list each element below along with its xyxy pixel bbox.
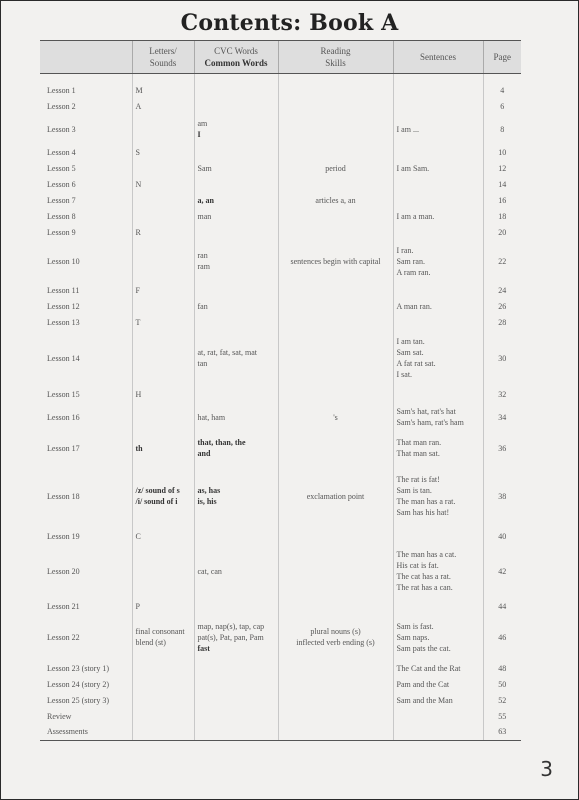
skills-cell — [278, 708, 393, 724]
sentences-cell-line: The man has a cat. — [396, 550, 457, 559]
page-cell: 26 — [483, 298, 521, 314]
letters-cell — [132, 528, 194, 544]
sentences-cell-line: A man ran. — [396, 301, 432, 311]
letters-cell — [132, 692, 194, 708]
page-cell: 14 — [483, 176, 521, 192]
cvc-cell — [194, 432, 278, 464]
page-cell: 6 — [483, 98, 521, 114]
skills-cell — [278, 676, 393, 692]
cvc-cell — [194, 160, 278, 176]
cvc-cell-line: tan — [197, 359, 208, 368]
letters-cell — [132, 208, 194, 224]
table-row — [40, 176, 521, 192]
skills-cell — [278, 176, 393, 192]
cvc-cell — [194, 614, 278, 660]
sentences-cell-line: The cat has a rat. — [396, 572, 451, 581]
skills-cell-line: exclamation point — [306, 491, 365, 501]
cvc-cell — [194, 298, 278, 314]
sentences-cell-line: I am tan. — [396, 337, 425, 346]
letters-cell — [132, 544, 194, 598]
skills-cell — [278, 314, 393, 330]
sentences-cell-line: Sam and the Man — [396, 695, 453, 705]
sentences-cell — [393, 176, 483, 192]
sentences-cell-line: The Cat and the Rat — [396, 663, 461, 673]
cvc-cell — [194, 240, 278, 282]
sentences-cell-line: Sam is fast. — [396, 621, 434, 631]
lesson-cell: Lesson 7 — [47, 195, 76, 205]
page-title: Contents: Book A — [180, 10, 399, 36]
table-row — [40, 144, 521, 160]
letters-cell — [132, 192, 194, 208]
page-cell: 22 — [483, 240, 521, 282]
sentences-cell — [393, 724, 483, 740]
sentences-cell — [393, 676, 483, 692]
cvc-cell — [194, 282, 278, 298]
letters-cell — [132, 724, 194, 740]
lesson-cell: Lesson 22 — [47, 632, 80, 642]
skills-cell-line: sentences begin with capital — [290, 256, 381, 266]
skills-cell-line: 's — [333, 412, 338, 422]
sentences-cell — [393, 386, 483, 402]
page-cell: 44 — [483, 598, 521, 614]
table-row — [40, 282, 521, 298]
sentences-cell — [393, 402, 483, 432]
page-cell: 24 — [483, 282, 521, 298]
lesson-cell: Lesson 11 — [47, 285, 80, 295]
letters-cell-line: F — [135, 285, 140, 295]
lesson-cell: Lesson 2 — [47, 101, 76, 111]
letters-cell-line: P — [135, 601, 140, 611]
letters-cell — [132, 676, 194, 692]
table-row — [40, 528, 521, 544]
header-page: Page — [483, 41, 521, 74]
table-row — [40, 224, 521, 240]
table-header-row — [40, 41, 521, 74]
sentences-cell — [393, 160, 483, 176]
cvc-cell-line: cat, can — [197, 566, 222, 576]
header-sentences: Sentences — [393, 41, 483, 74]
skills-cell-line: inflected verb ending (s) — [296, 638, 375, 647]
skills-cell — [278, 660, 393, 676]
lesson-cell: Review — [47, 711, 72, 721]
page-cell: 4 — [483, 82, 521, 98]
lesson-cell: Lesson 8 — [47, 211, 76, 221]
sentences-cell — [393, 98, 483, 114]
table-row — [40, 330, 521, 386]
skills-cell — [278, 114, 393, 144]
skills-cell-line: articles a, an — [315, 195, 356, 205]
cvc-cell-line: pat(s), Pat, pan, Pam — [197, 632, 264, 642]
lesson-cell: Lesson 6 — [47, 179, 76, 189]
cvc-cell-line: fast — [197, 643, 210, 653]
letters-cell — [132, 114, 194, 144]
cvc-cell — [194, 82, 278, 98]
page-cell: 20 — [483, 224, 521, 240]
letters-cell-line: M — [135, 85, 143, 95]
header-reading-line1: Reading — [320, 46, 351, 56]
page-cell: 12 — [483, 160, 521, 176]
lesson-cell: Lesson 9 — [47, 227, 76, 237]
cvc-cell — [194, 724, 278, 740]
sentences-cell-line: A ram ran. — [396, 267, 431, 277]
table-row — [40, 598, 521, 614]
lesson-cell: Lesson 5 — [47, 163, 76, 173]
cvc-cell — [194, 708, 278, 724]
table-row — [40, 544, 521, 598]
header-reading-skills — [278, 41, 393, 74]
letters-cell — [132, 82, 194, 98]
table-row — [40, 240, 521, 282]
cvc-cell-line: map, nap(s), tap, cap — [197, 621, 265, 631]
header-reading-line2: Skills — [325, 58, 346, 68]
spacer-cell — [132, 74, 194, 83]
letters-cell-line: R — [135, 227, 141, 237]
page-cell: 8 — [483, 114, 521, 144]
sentences-cell — [393, 464, 483, 528]
skills-cell — [278, 298, 393, 314]
cvc-cell-line: ram — [197, 262, 210, 271]
skills-cell — [278, 282, 393, 298]
sentences-cell — [393, 330, 483, 386]
table-row — [40, 98, 521, 114]
sentences-cell-line: I am ... — [396, 124, 419, 134]
cvc-cell-line: man — [197, 211, 212, 221]
page-cell: 30 — [483, 330, 521, 386]
contents-body — [40, 74, 521, 741]
skills-cell-line: plural nouns (s) — [310, 627, 361, 636]
cvc-cell-line: fan — [197, 301, 208, 311]
lesson-cell: Lesson 17 — [47, 443, 80, 453]
page-cell: 40 — [483, 528, 521, 544]
cvc-cell-line: Sam — [197, 163, 212, 173]
letters-cell — [132, 330, 194, 386]
skills-cell — [278, 692, 393, 708]
letters-cell-line: C — [135, 531, 141, 541]
lesson-cell: Lesson 24 (story 2) — [47, 679, 109, 689]
cvc-cell-line: a, an — [197, 195, 214, 205]
cvc-cell-line: is, his — [197, 497, 217, 506]
lesson-cell: Lesson 16 — [47, 412, 80, 422]
skills-cell — [278, 144, 393, 160]
sentences-cell-line: A fat rat sat. — [396, 359, 436, 368]
skills-cell — [278, 528, 393, 544]
skills-cell — [278, 98, 393, 114]
lesson-cell: Lesson 19 — [47, 531, 80, 541]
cvc-cell — [194, 386, 278, 402]
letters-cell — [132, 282, 194, 298]
page-cell: 18 — [483, 208, 521, 224]
sentences-cell-line: That man sat. — [396, 449, 440, 458]
sentences-cell-line: Sam's hat, rat's hat — [396, 407, 456, 416]
cvc-cell-line: hat, ham — [197, 412, 226, 422]
letters-cell-line: S — [135, 147, 140, 157]
sentences-cell-line: Sam pats the cat. — [396, 643, 451, 653]
cvc-cell — [194, 330, 278, 386]
letters-cell-line: A — [135, 101, 142, 111]
table-row — [40, 692, 521, 708]
sentences-cell-line: The man has a rat. — [396, 497, 456, 506]
table-row — [40, 208, 521, 224]
cvc-cell — [194, 464, 278, 528]
cvc-cell — [194, 98, 278, 114]
sentences-cell-line: The rat is fat! — [396, 475, 440, 484]
cvc-cell — [194, 692, 278, 708]
lesson-cell: Lesson 4 — [47, 147, 76, 157]
table-row — [40, 314, 521, 330]
lesson-cell: Lesson 25 (story 3) — [47, 695, 109, 705]
table-row — [40, 192, 521, 208]
lesson-cell: Lesson 20 — [47, 566, 80, 576]
sentences-cell-line: I am a man. — [396, 211, 435, 221]
letters-cell-line: /z/ sound of s — [135, 486, 180, 495]
page-cell: 28 — [483, 314, 521, 330]
cvc-cell — [194, 544, 278, 598]
letters-cell — [132, 176, 194, 192]
skills-cell — [278, 82, 393, 98]
table-row — [40, 298, 521, 314]
sentences-cell-line: I ran. — [396, 245, 414, 255]
lesson-cell: Lesson 21 — [47, 601, 80, 611]
table-row — [40, 464, 521, 528]
letters-cell-line: T — [135, 317, 141, 327]
letters-cell-line: N — [135, 179, 142, 189]
skills-cell — [278, 160, 393, 176]
cvc-cell — [194, 660, 278, 676]
sentences-cell-line: That man ran. — [396, 438, 442, 447]
spacer-cell — [194, 74, 278, 83]
page-cell: 36 — [483, 432, 521, 464]
page-cell: 55 — [483, 708, 521, 724]
letters-cell — [132, 224, 194, 240]
sentences-cell — [393, 598, 483, 614]
letters-cell — [132, 402, 194, 432]
letters-cell — [132, 464, 194, 528]
sentences-cell-line: The rat has a can. — [396, 583, 453, 592]
cvc-cell — [194, 114, 278, 144]
header-cvc-line2: Common Words — [204, 58, 268, 68]
page-cell: 42 — [483, 544, 521, 598]
sentences-cell-line: Sam has his hat! — [396, 508, 450, 517]
skills-cell — [278, 598, 393, 614]
cvc-cell-line: am — [197, 119, 208, 128]
sentences-cell — [393, 240, 483, 282]
sentences-cell — [393, 82, 483, 98]
header-cvc-words — [194, 41, 278, 74]
table-row — [40, 676, 521, 692]
table-row — [40, 402, 521, 432]
page-cell: 46 — [483, 614, 521, 660]
letters-cell — [132, 660, 194, 676]
page-cell: 52 — [483, 692, 521, 708]
page-cell: 32 — [483, 386, 521, 402]
letters-cell — [132, 160, 194, 176]
lesson-cell: Lesson 18 — [47, 491, 80, 501]
sentences-cell-line: Sam naps. — [396, 632, 430, 642]
sentences-cell — [393, 660, 483, 676]
sentences-cell — [393, 432, 483, 464]
lesson-cell: Lesson 23 (story 1) — [47, 663, 109, 673]
page-cell: 16 — [483, 192, 521, 208]
spacer-cell — [40, 74, 132, 83]
cvc-cell-line: ran — [197, 251, 208, 260]
sentences-cell — [393, 144, 483, 160]
sentences-cell — [393, 528, 483, 544]
letters-cell — [132, 144, 194, 160]
skills-cell — [278, 192, 393, 208]
letters-cell-line: blend (st) — [135, 638, 166, 647]
spacer-cell — [393, 74, 483, 83]
letters-cell — [132, 614, 194, 660]
cvc-cell — [194, 598, 278, 614]
letters-cell-line: /i/ sound of i — [135, 497, 178, 506]
sentences-cell — [393, 114, 483, 144]
lesson-cell: Lesson 14 — [47, 353, 80, 363]
table-row — [40, 660, 521, 676]
lesson-cell: Lesson 15 — [47, 389, 80, 399]
sentences-cell — [393, 224, 483, 240]
cvc-cell-line: as, has — [197, 486, 221, 495]
header-letters-line2: Sounds — [149, 58, 177, 68]
sentences-cell — [393, 282, 483, 298]
table-row — [40, 432, 521, 464]
sentences-cell-line: I sat. — [396, 370, 413, 379]
skills-cell — [278, 464, 393, 528]
sentences-cell-line: I am Sam. — [396, 163, 430, 173]
table-row — [40, 614, 521, 660]
letters-cell — [132, 298, 194, 314]
cvc-cell — [194, 528, 278, 544]
lesson-cell: Lesson 1 — [47, 85, 76, 95]
skills-cell — [278, 402, 393, 432]
lesson-cell: Lesson 13 — [47, 317, 80, 327]
header-letters-line1: Letters/ — [149, 46, 177, 56]
lesson-cell: Lesson 12 — [47, 301, 80, 311]
letters-cell — [132, 432, 194, 464]
cvc-cell-line: and — [197, 449, 211, 458]
sentences-cell — [393, 614, 483, 660]
sentences-cell — [393, 314, 483, 330]
skills-cell — [278, 224, 393, 240]
lesson-cell: Lesson 3 — [47, 124, 76, 134]
page-cell: 10 — [483, 144, 521, 160]
table-row — [40, 82, 521, 98]
cvc-cell — [194, 224, 278, 240]
letters-cell — [132, 598, 194, 614]
sentences-cell-line: Pam and the Cat — [396, 679, 450, 689]
cvc-cell — [194, 314, 278, 330]
sentences-cell-line: Sam ran. — [396, 256, 425, 266]
sentences-cell — [393, 708, 483, 724]
letters-cell — [132, 98, 194, 114]
sentences-cell-line: Sam's ham, rat's ham — [396, 418, 464, 427]
letters-cell-line: final consonant — [135, 627, 185, 636]
sentences-cell-line: Sam sat. — [396, 348, 424, 357]
table-row — [40, 160, 521, 176]
page-cell: 48 — [483, 660, 521, 676]
skills-cell — [278, 330, 393, 386]
page-cell: 38 — [483, 464, 521, 528]
letters-cell — [132, 240, 194, 282]
cvc-cell-line: I — [197, 130, 201, 139]
contents-table — [40, 40, 521, 741]
sentences-cell — [393, 298, 483, 314]
letters-cell — [132, 314, 194, 330]
skills-cell — [278, 386, 393, 402]
spacer-cell — [483, 74, 521, 83]
cvc-cell-line: that, than, the — [197, 438, 246, 447]
page-cell: 34 — [483, 402, 521, 432]
letters-cell-line: H — [135, 389, 142, 399]
header-lesson — [40, 41, 132, 74]
sentences-cell-line: Sam is tan. — [396, 486, 432, 495]
table-row — [40, 708, 521, 724]
skills-cell — [278, 544, 393, 598]
cvc-cell — [194, 208, 278, 224]
lesson-cell: Assessments — [40, 724, 132, 740]
skills-cell — [278, 208, 393, 224]
skills-cell — [278, 724, 393, 740]
skills-cell — [278, 614, 393, 660]
sentences-cell — [393, 544, 483, 598]
page-cell: 63 — [483, 724, 521, 740]
spacer-cell — [278, 74, 393, 83]
table-row — [40, 114, 521, 144]
sentences-cell — [393, 208, 483, 224]
cvc-cell-line: at, rat, fat, sat, mat — [197, 348, 258, 357]
sentences-cell — [393, 692, 483, 708]
page-cell: 50 — [483, 676, 521, 692]
sentences-cell-line: His cat is fat. — [396, 561, 439, 570]
table-row — [40, 386, 521, 402]
table-row — [40, 724, 521, 740]
page-number: 3 — [540, 757, 553, 781]
header-cvc-line1: CVC Words — [214, 46, 258, 56]
skills-cell-line: period — [325, 163, 346, 173]
cvc-cell — [194, 676, 278, 692]
skills-cell — [278, 240, 393, 282]
cvc-cell — [194, 176, 278, 192]
letters-cell-line: th — [135, 443, 143, 453]
letters-cell — [132, 708, 194, 724]
header-letters-sounds — [132, 41, 194, 74]
lesson-cell: Lesson 10 — [47, 256, 80, 266]
table-spacer-row — [40, 74, 521, 83]
skills-cell — [278, 432, 393, 464]
sentences-cell — [393, 192, 483, 208]
letters-cell — [132, 386, 194, 402]
cvc-cell — [194, 402, 278, 432]
cvc-cell — [194, 144, 278, 160]
cvc-cell — [194, 192, 278, 208]
